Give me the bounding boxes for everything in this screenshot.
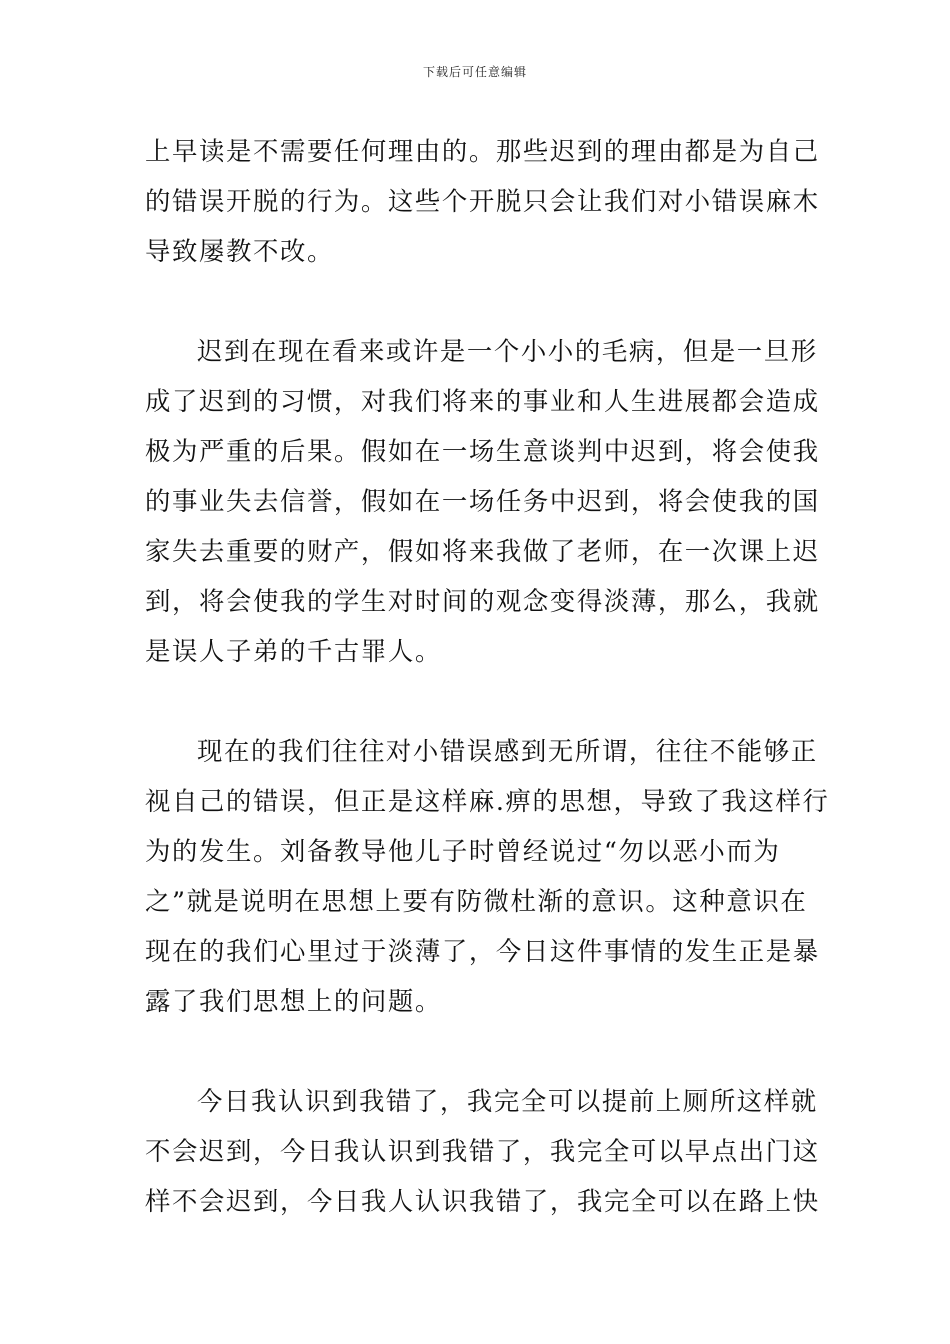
page-header: 下载后可任意编辑: [422, 65, 527, 79]
text-line: 的错误开脱的行为。这些个开脱只会让我们对小错误麻木: [145, 186, 820, 216]
text-line: 是误人子弟的千古罪人。: [145, 636, 442, 666]
text-line: 现在的我们往往对小错误感到无所谓，往往不能够正: [197, 736, 818, 766]
paragraph-1: [145, 126, 820, 276]
document-body: [145, 126, 830, 1226]
text-line: 现在的我们心里过于淡薄了，今日这件事情的发生正是暴: [145, 936, 820, 966]
text-line: 到，将会使我的学生对时间的观念变得淡薄，那么，我就: [145, 586, 820, 616]
text-line: 视自己的错误，但正是这样麻.痹的思想，导致了我这样行: [145, 786, 830, 816]
text-line: 露了我们思想上的问题。: [145, 986, 442, 1016]
paragraph-4: [145, 1076, 820, 1226]
text-line: 成了迟到的习惯，对我们将来的事业和人生进展都会造成: [145, 386, 820, 416]
text-line: 极为严重的后果。假如在一场生意谈判中迟到，将会使我: [145, 436, 820, 466]
paragraph-3: [145, 726, 830, 1026]
text-line: 今日我认识到我错了，我完全可以提前上厕所这样就: [197, 1086, 818, 1116]
paragraph-2: [145, 326, 820, 676]
text-line: 之”就是说明在思想上要有防微杜渐的意识。这种意识在: [145, 886, 808, 916]
text-line: 导致屡教不改。: [145, 236, 334, 266]
text-line: 迟到在现在看来或许是一个小小的毛病，但是一旦形: [197, 336, 818, 366]
text-line: 不会迟到，今日我认识到我错了，我完全可以早点出门这: [145, 1136, 820, 1166]
text-line: 样不会迟到，今日我人认识我错了，我完全可以在路上快: [145, 1186, 820, 1216]
text-line: 的事业失去信誉，假如在一场任务中迟到，将会使我的国: [145, 486, 820, 516]
text-line: 家失去重要的财产，假如将来我做了老师，在一次课上迟: [145, 536, 820, 566]
text-line: 上早读是不需要任何理由的。那些迟到的理由都是为自己: [145, 136, 820, 166]
text-line: 为的发生。刘备教导他儿子时曾经说过“勿以恶小而为: [145, 836, 781, 866]
